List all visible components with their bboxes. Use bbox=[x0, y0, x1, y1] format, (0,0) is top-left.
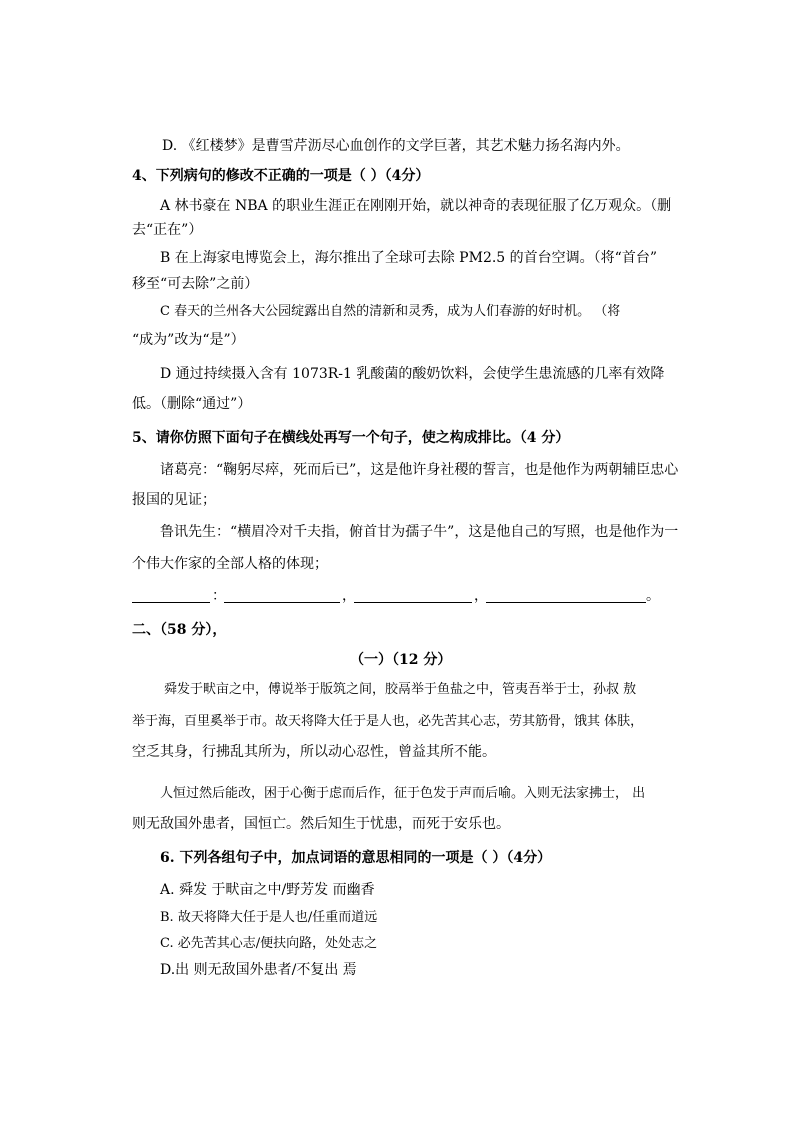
question-5: 5、请你仿照下面句子在横线处再写一个句子，使之构成排比。（4 分） bbox=[132, 430, 570, 446]
answer-blank-4[interactable] bbox=[486, 602, 646, 603]
q4-option-a-line1: A 林书豪在 NBA 的职业生涯正在刚刚开始，就以神奇的表现征服了亿万观众。（删 bbox=[160, 198, 672, 214]
q4-option-c-line1: C 春天的兰州各大公园绽露出自然的清新和灵秀，成为人们春游的好时机。 （将 bbox=[160, 304, 621, 319]
q6-option-c: C. 必先苦其心志/便扶向路，处处志之 bbox=[160, 936, 378, 951]
q4-option-b-line1: B 在上海家电博览会上，海尔推出了全球可去除 PM2.5 的首台空调。（将“首台” bbox=[160, 250, 657, 266]
section-2-heading: 二、（58 分）， bbox=[132, 622, 227, 638]
question-6: 6. 下列各组句子中，加点词语的意思相同的一项是（ ）（4分） bbox=[160, 850, 552, 866]
q4-option-a-line2: 去“正在”） bbox=[132, 222, 203, 238]
answer-blank-1[interactable] bbox=[132, 602, 210, 603]
blank-separator: ， bbox=[474, 588, 488, 604]
q5-example-2-line2: 个伟大作家的全部人格的体现； bbox=[132, 556, 328, 572]
classical-text-1-line2: 举于海，百里奚举于市。故天将降大任于是人也，必先苦其心志，劳其筋骨，饿其 体肤， bbox=[132, 714, 644, 729]
blank-separator: ： bbox=[212, 588, 226, 604]
option-d-honglou: D. 《红楼梦》是曹雪芹沥尽心血创作的文学巨著，其艺术魅力扬名海内外。 bbox=[162, 138, 630, 154]
q6-option-b: B. 故天将降大任于是人也/任重而道远 bbox=[160, 910, 378, 925]
q6-option-d: D.出 则无敌国外患者/不复出 焉 bbox=[160, 962, 357, 978]
blank-separator: ， bbox=[342, 588, 356, 604]
answer-blank-3[interactable] bbox=[354, 602, 472, 603]
q5-answer-blanks bbox=[132, 586, 660, 606]
classical-text-1-line3: 空乏其身，行拂乱其所为，所以动心忍性，曾益其所不能。 bbox=[132, 744, 496, 760]
q4-option-d-line2: 低。（删除“通过”） bbox=[132, 396, 252, 412]
question-4: 4、下列病句的修改不正确的一项是（ ）（4分） bbox=[132, 168, 430, 184]
q5-example-1-line2: 报国的见证； bbox=[132, 492, 216, 508]
classical-text-2-line1: 人恒过然后能改，困于心衡于虑而后作，征于色发于声而后喻。入则无法家拂士， 出 bbox=[160, 786, 646, 801]
q6-option-a: A. 舜发 于畎亩之中/野芳发 而幽香 bbox=[160, 882, 375, 898]
q4-option-d-line1: D 通过持续摄入含有 1073R-1 乳酸菌的酸奶饮料，会使学生患流感的几率有效降 bbox=[160, 366, 665, 382]
answer-blank-2[interactable] bbox=[224, 602, 340, 603]
q5-example-1-line1: 诸葛亮：“鞠躬尽瘁，死而后已”，这是他许身社稷的誓言，也是他作为两朝辅臣忠心 bbox=[160, 462, 679, 478]
classical-text-2-line2: 则无敌国外患者，国恒亡。然后知生于忧患，而死于安乐也。 bbox=[132, 816, 510, 832]
q5-example-2-line1: 鲁讯先生：“横眉冷对千夫指，俯首甘为孺子牛”，这是他自己的写照，也是他作为一 bbox=[160, 524, 679, 540]
q4-option-b-line2: 移至“可去除”之前） bbox=[132, 276, 259, 292]
classical-text-1-line1: 舜发于畎亩之中，傅说举于版筑之间，胶鬲举于鱼盐之中，管夷吾举于士，孙叔 敖 bbox=[164, 682, 637, 697]
subsection-1-heading: （一）（12 分） bbox=[350, 652, 452, 668]
blank-separator: 。 bbox=[646, 588, 660, 604]
q4-option-c-line2: “成为”改为“是”） bbox=[132, 332, 245, 348]
